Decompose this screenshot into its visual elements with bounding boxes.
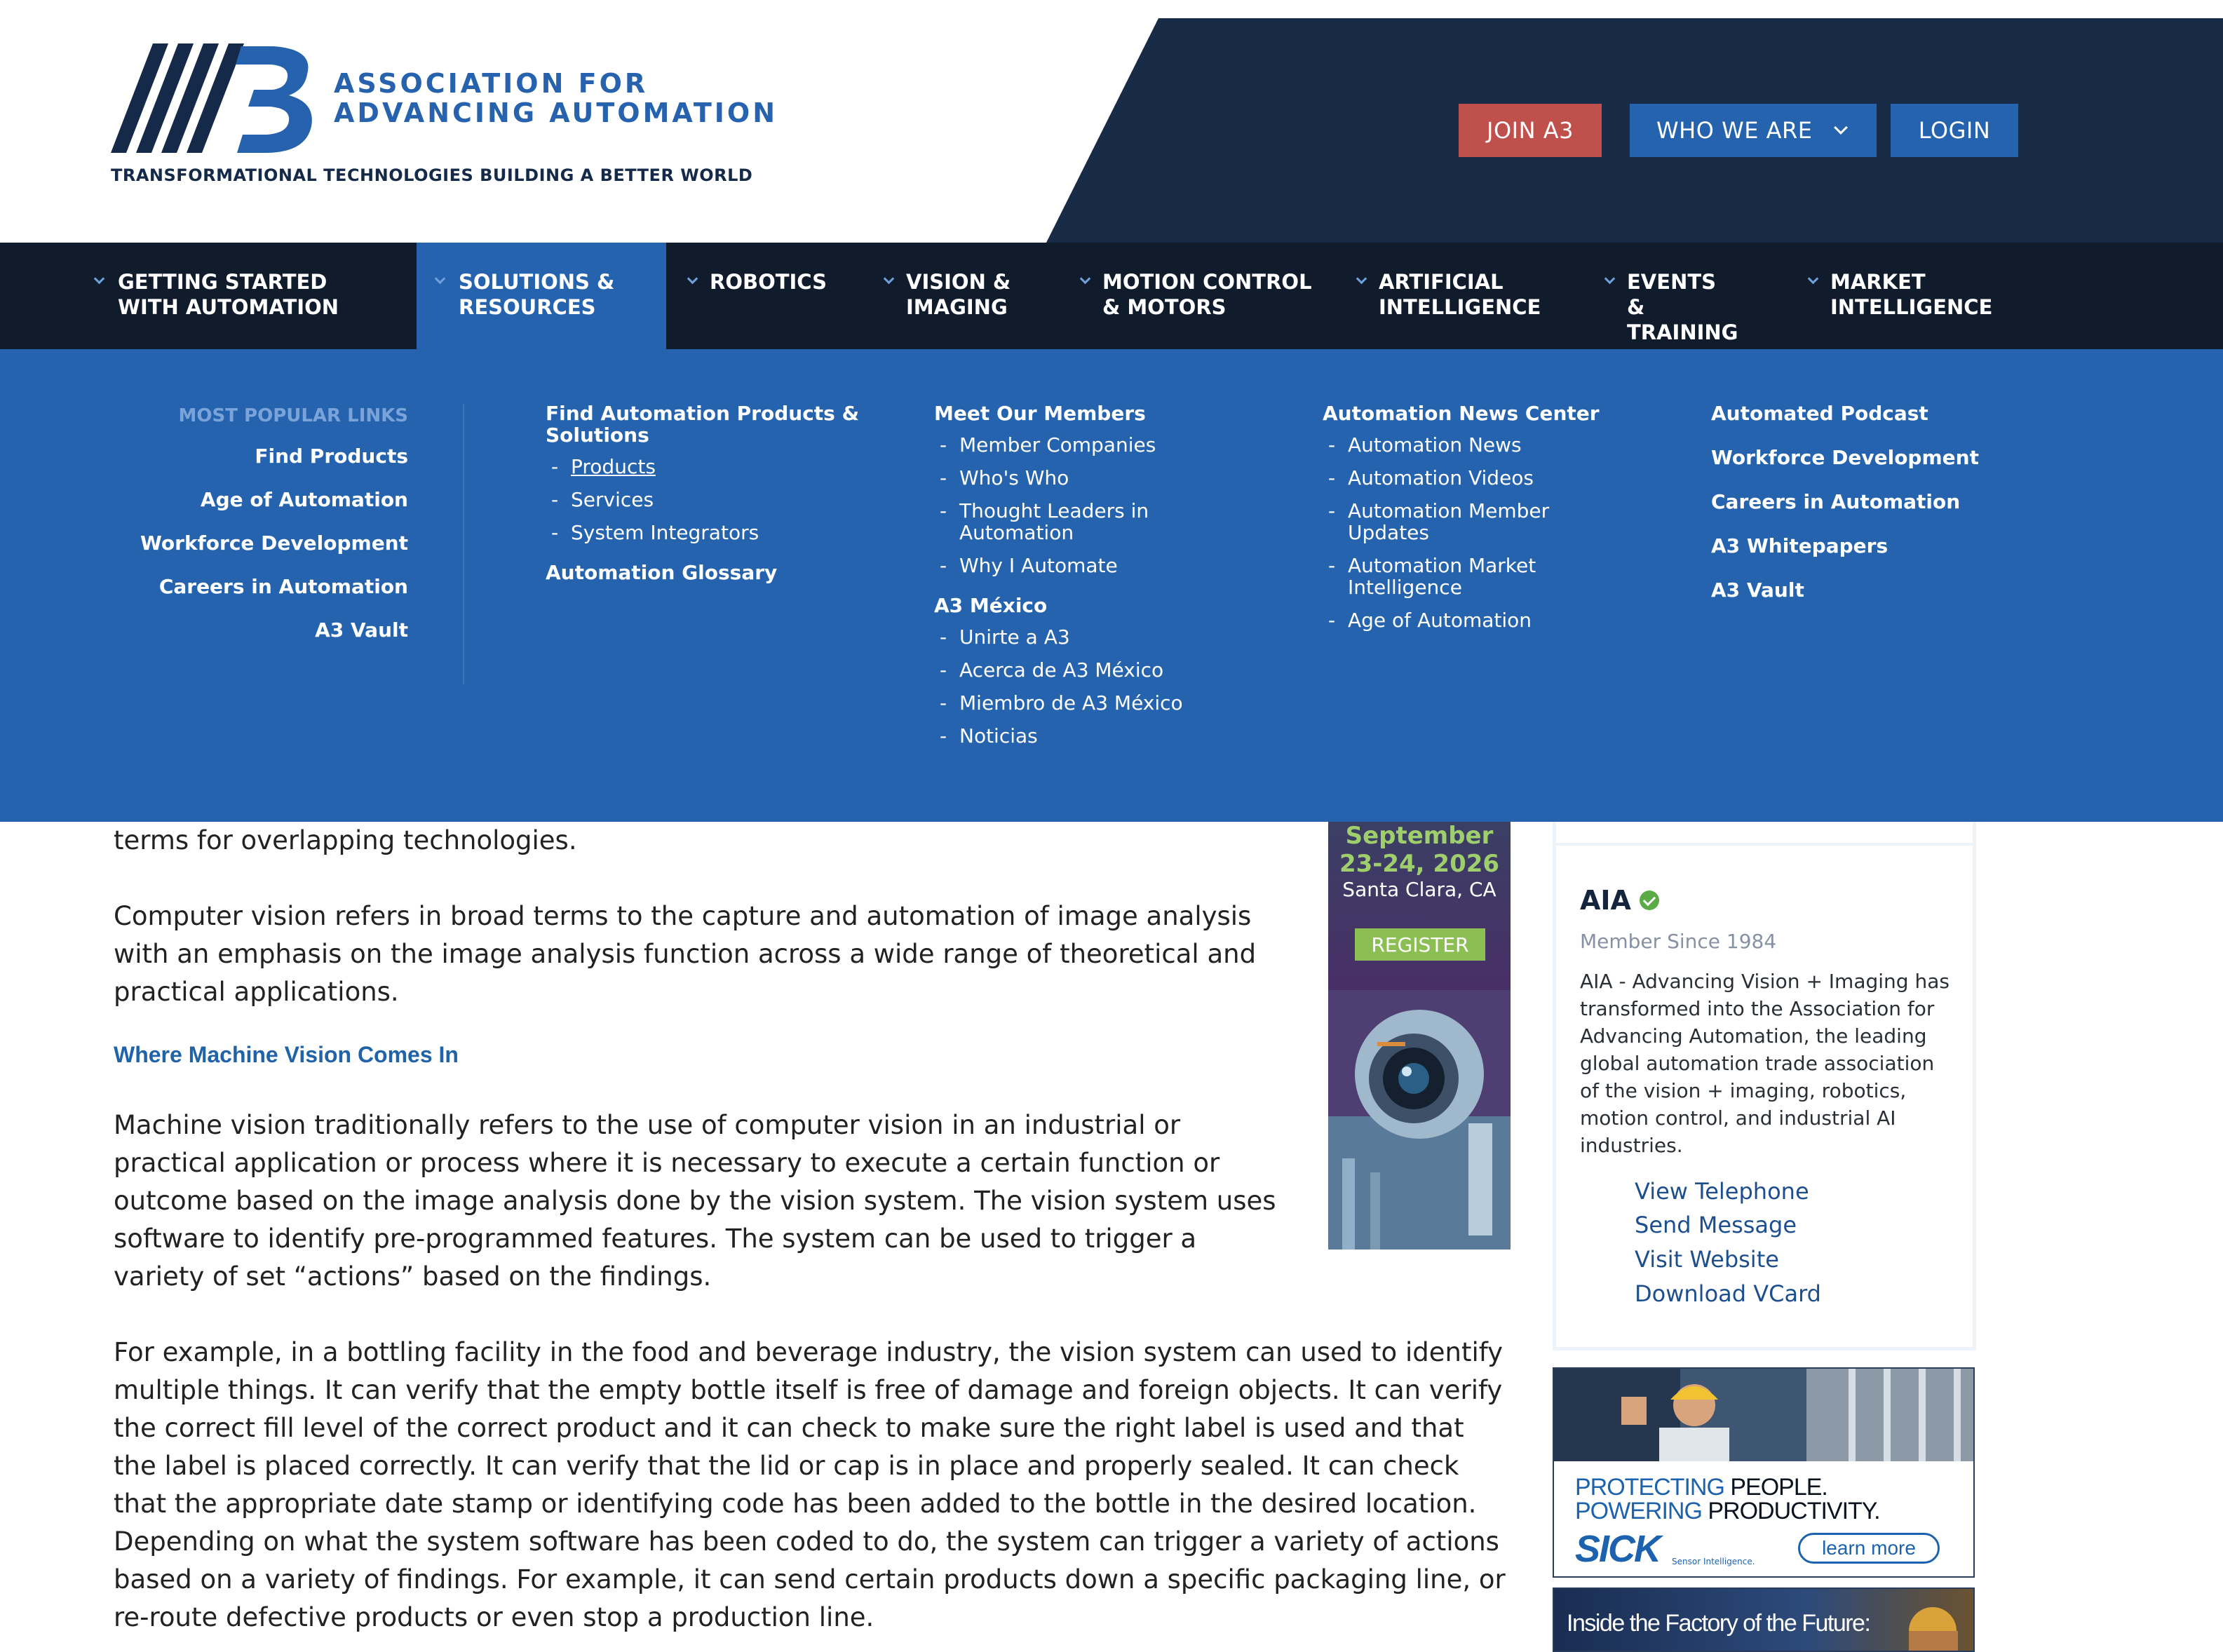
unirte-a3-link[interactable]: - Unirte a A3 bbox=[934, 626, 1229, 648]
meet-our-members-link[interactable]: Meet Our Members bbox=[934, 402, 1146, 425]
event-location: Santa Clara, CA bbox=[1342, 878, 1496, 901]
event-advertisement[interactable] bbox=[1328, 822, 1511, 1250]
nav-solutions-resources[interactable] bbox=[417, 243, 666, 349]
worker-helmet-image bbox=[1884, 1589, 1975, 1652]
automation-market-intelligence-link[interactable]: - Automation Market Intelligence bbox=[1323, 555, 1561, 598]
popular-link-a3-vault[interactable]: A3 Vault bbox=[315, 618, 408, 642]
send-message-link[interactable]: Send Message bbox=[1635, 1212, 1797, 1238]
org-name-line1: ASSOCIATION FOR bbox=[334, 68, 649, 99]
vision-camera-image bbox=[1328, 990, 1511, 1250]
chevron-down-icon bbox=[1604, 273, 1616, 285]
automated-podcast-link[interactable]: Automated Podcast bbox=[1711, 402, 1928, 425]
sick-logo: SICK bbox=[1575, 1528, 1661, 1570]
event-date-line1: September bbox=[1345, 822, 1494, 850]
mega-column-resources bbox=[1711, 402, 2006, 601]
mega-column-members bbox=[934, 402, 1229, 747]
nav-robotics[interactable] bbox=[684, 243, 860, 349]
nav-label: MOTION CONTROL & MOTORS bbox=[1102, 270, 1312, 319]
chevron-down-icon bbox=[435, 273, 446, 285]
worker-photo bbox=[1554, 1369, 1973, 1461]
thought-leaders-link[interactable]: - Thought Leaders in Automation bbox=[934, 500, 1173, 543]
chevron-down-icon bbox=[94, 273, 105, 285]
nav-motion-control[interactable] bbox=[1077, 243, 1330, 349]
org-name-line2: ADVANCING AUTOMATION bbox=[334, 97, 778, 128]
popular-links-title: MOST POPULAR LINKS bbox=[178, 405, 408, 426]
age-of-automation-link[interactable]: - Age of Automation bbox=[1323, 609, 1617, 631]
sick-tagline-2b: PRODUCTIVITY. bbox=[1708, 1498, 1880, 1524]
sick-tagline-1a: PROTECTING bbox=[1575, 1474, 1724, 1501]
a3-whitepapers-link[interactable]: A3 Whitepapers bbox=[1711, 534, 1888, 557]
nav-label: ROBOTICS bbox=[710, 270, 827, 294]
system-integrators-link[interactable]: - System Integrators bbox=[546, 522, 875, 543]
header-dark-panel bbox=[0, 18, 2223, 243]
popular-link-careers[interactable]: Careers in Automation bbox=[158, 575, 408, 598]
popular-link-age-of-automation[interactable]: Age of Automation bbox=[200, 488, 408, 511]
login-button[interactable]: LOGIN bbox=[1891, 104, 2018, 157]
nav-label: SOLUTIONS & RESOURCES bbox=[459, 270, 615, 319]
join-a3-button[interactable]: JOIN A3 bbox=[1459, 104, 1602, 157]
a3-logo[interactable] bbox=[111, 43, 321, 154]
noticias-link[interactable]: - Noticias bbox=[934, 725, 1229, 747]
who-we-are-button[interactable] bbox=[1630, 104, 1877, 157]
tagline: TRANSFORMATIONAL TECHNOLOGIES BUILDING A BETTER WORLD bbox=[111, 165, 753, 185]
article-paragraph: Machine vision traditionally refers to the use of computer vision in an industrial or practical application or process where it is necessary to execute a certain function or outcome based on the image analysis done by the vision system. The vision system uses software to identify pre-programmed features. The system can be used to trigger a variety of set “actions” based on the findings. bbox=[114, 1110, 1276, 1292]
nav-label: VISION & IMAGING bbox=[906, 270, 1011, 319]
section-heading: Where Machine Vision Comes In bbox=[114, 1042, 459, 1067]
automation-member-updates-link[interactable]: - Automation Member Updates bbox=[1323, 500, 1561, 543]
article-paragraph: For example, in a bottling facility in the food and beverage industry, the vision system can used to identify multiple things. It can verify that the empty bottle itself is free of damage and foreign objects. It can verify the correct fill level of the correct product and it can check to make sure the right label is used and that the label is placed correctly. It can verify that the lid or cap is in place and properly sealed. It can check that the appropriate date stamp or identifying code has been added to the bottle in the desired location. Depending on what the system software has been coded to do, the system can trigger a variety of actions based on a variety of findings. For example, it can send certain products down a specific packaging line, or re-route defective products or even stop a production line. bbox=[114, 1337, 1506, 1632]
chevron-down-icon bbox=[1808, 273, 1819, 285]
member-description: AIA - Advancing Vision + Imaging has transformed into the Association for Advancing Automation, the leading global automation trade association of the vision + imaging, robotics, motion control, and industrial AI industries. bbox=[1580, 970, 1950, 1157]
find-products-solutions-link[interactable]: Find Automation Products & Solutions bbox=[546, 402, 860, 447]
a3-mexico-link[interactable]: A3 México bbox=[934, 594, 1048, 617]
site-header bbox=[0, 0, 2223, 243]
mega-column-news bbox=[1323, 402, 1617, 631]
automation-videos-link[interactable]: - Automation Videos bbox=[1323, 467, 1617, 489]
automation-news-link[interactable]: - Automation News bbox=[1323, 434, 1617, 456]
products-link[interactable]: - Products bbox=[546, 456, 875, 478]
event-date-line2: 23-24, 2026 bbox=[1339, 850, 1500, 878]
event-date bbox=[1328, 822, 1511, 878]
nav-events-training[interactable] bbox=[1602, 243, 1770, 349]
acerca-de-a3-mexico-link[interactable]: - Acerca de A3 México bbox=[934, 659, 1229, 681]
main-navigation bbox=[0, 243, 2223, 349]
member-name bbox=[1580, 885, 1659, 916]
visit-website-link[interactable]: Visit Website bbox=[1635, 1246, 1779, 1273]
popular-link-workforce-development[interactable]: Workforce Development bbox=[140, 532, 408, 555]
nav-artificial-intelligence[interactable] bbox=[1353, 243, 1564, 349]
whos-who-link[interactable]: - Who's Who bbox=[934, 467, 1229, 489]
automation-news-center-link[interactable]: Automation News Center bbox=[1323, 402, 1600, 425]
why-i-automate-link[interactable]: - Why I Automate bbox=[934, 555, 1229, 576]
mega-menu bbox=[0, 349, 2223, 822]
nav-label: EVENTS & TRAINING bbox=[1627, 270, 1738, 344]
article-paragraph: Computer vision refers in broad terms to the capture and automation of image analysis with an emphasis on the image analysis function across a wide range of theoretical and practical applications. bbox=[114, 901, 1257, 1007]
factory-ad-headline: Inside the Factory of the Future: bbox=[1567, 1610, 1870, 1637]
sick-logo-subtitle: Sensor Intelligence. bbox=[1672, 1557, 1755, 1566]
chevron-down-icon bbox=[1080, 273, 1091, 285]
member-name-text: AIA bbox=[1580, 885, 1631, 916]
careers-in-automation-link[interactable]: Careers in Automation bbox=[1711, 490, 1961, 513]
nav-label: MARKET INTELLIGENCE bbox=[1830, 270, 1993, 319]
nav-label: GETTING STARTED WITH AUTOMATION bbox=[118, 270, 339, 319]
verified-check-icon bbox=[1640, 891, 1659, 910]
sick-advertisement[interactable] bbox=[1553, 1367, 1975, 1578]
download-vcard-link[interactable]: Download VCard bbox=[1635, 1280, 1821, 1307]
mega-divider bbox=[463, 404, 464, 684]
miembro-de-a3-mexico-link[interactable]: - Miembro de A3 México bbox=[934, 692, 1229, 714]
chevron-down-icon bbox=[1356, 273, 1367, 285]
nav-label: ARTIFICIAL INTELLIGENCE bbox=[1379, 270, 1541, 319]
nav-market-intelligence[interactable] bbox=[1805, 243, 2015, 349]
workforce-development-link[interactable]: Workforce Development bbox=[1711, 446, 1979, 469]
article-paragraph: terms for overlapping technologies. bbox=[114, 825, 577, 855]
register-button[interactable]: REGISTER bbox=[1355, 928, 1485, 961]
sick-tagline bbox=[1575, 1475, 1880, 1523]
member-since: Member Since 1984 bbox=[1580, 930, 1777, 953]
member-companies-link[interactable]: - Member Companies bbox=[934, 434, 1229, 456]
factory-of-future-advertisement[interactable] bbox=[1553, 1587, 1975, 1652]
popular-link-find-products[interactable]: Find Products bbox=[255, 445, 408, 468]
chevron-down-icon bbox=[687, 273, 698, 285]
a3-vault-link[interactable]: A3 Vault bbox=[1711, 578, 1804, 602]
automation-glossary-link[interactable]: Automation Glossary bbox=[546, 561, 778, 584]
sick-tagline-2a: POWERING bbox=[1575, 1498, 1702, 1524]
sick-tagline-1b: PEOPLE. bbox=[1730, 1474, 1827, 1501]
member-profile-card bbox=[1553, 822, 1976, 1350]
services-link[interactable]: - Services bbox=[546, 489, 875, 510]
learn-more-button[interactable]: learn more bbox=[1798, 1533, 1940, 1564]
nav-vision-imaging[interactable] bbox=[881, 243, 1049, 349]
org-name bbox=[334, 69, 778, 128]
view-telephone-link[interactable]: View Telephone bbox=[1635, 1178, 1809, 1205]
chevron-down-icon bbox=[1835, 121, 1849, 135]
mega-column-products bbox=[546, 402, 875, 583]
chevron-down-icon bbox=[884, 273, 895, 285]
nav-getting-started[interactable] bbox=[91, 243, 414, 349]
who-we-are-label: WHO WE ARE bbox=[1656, 117, 1813, 144]
